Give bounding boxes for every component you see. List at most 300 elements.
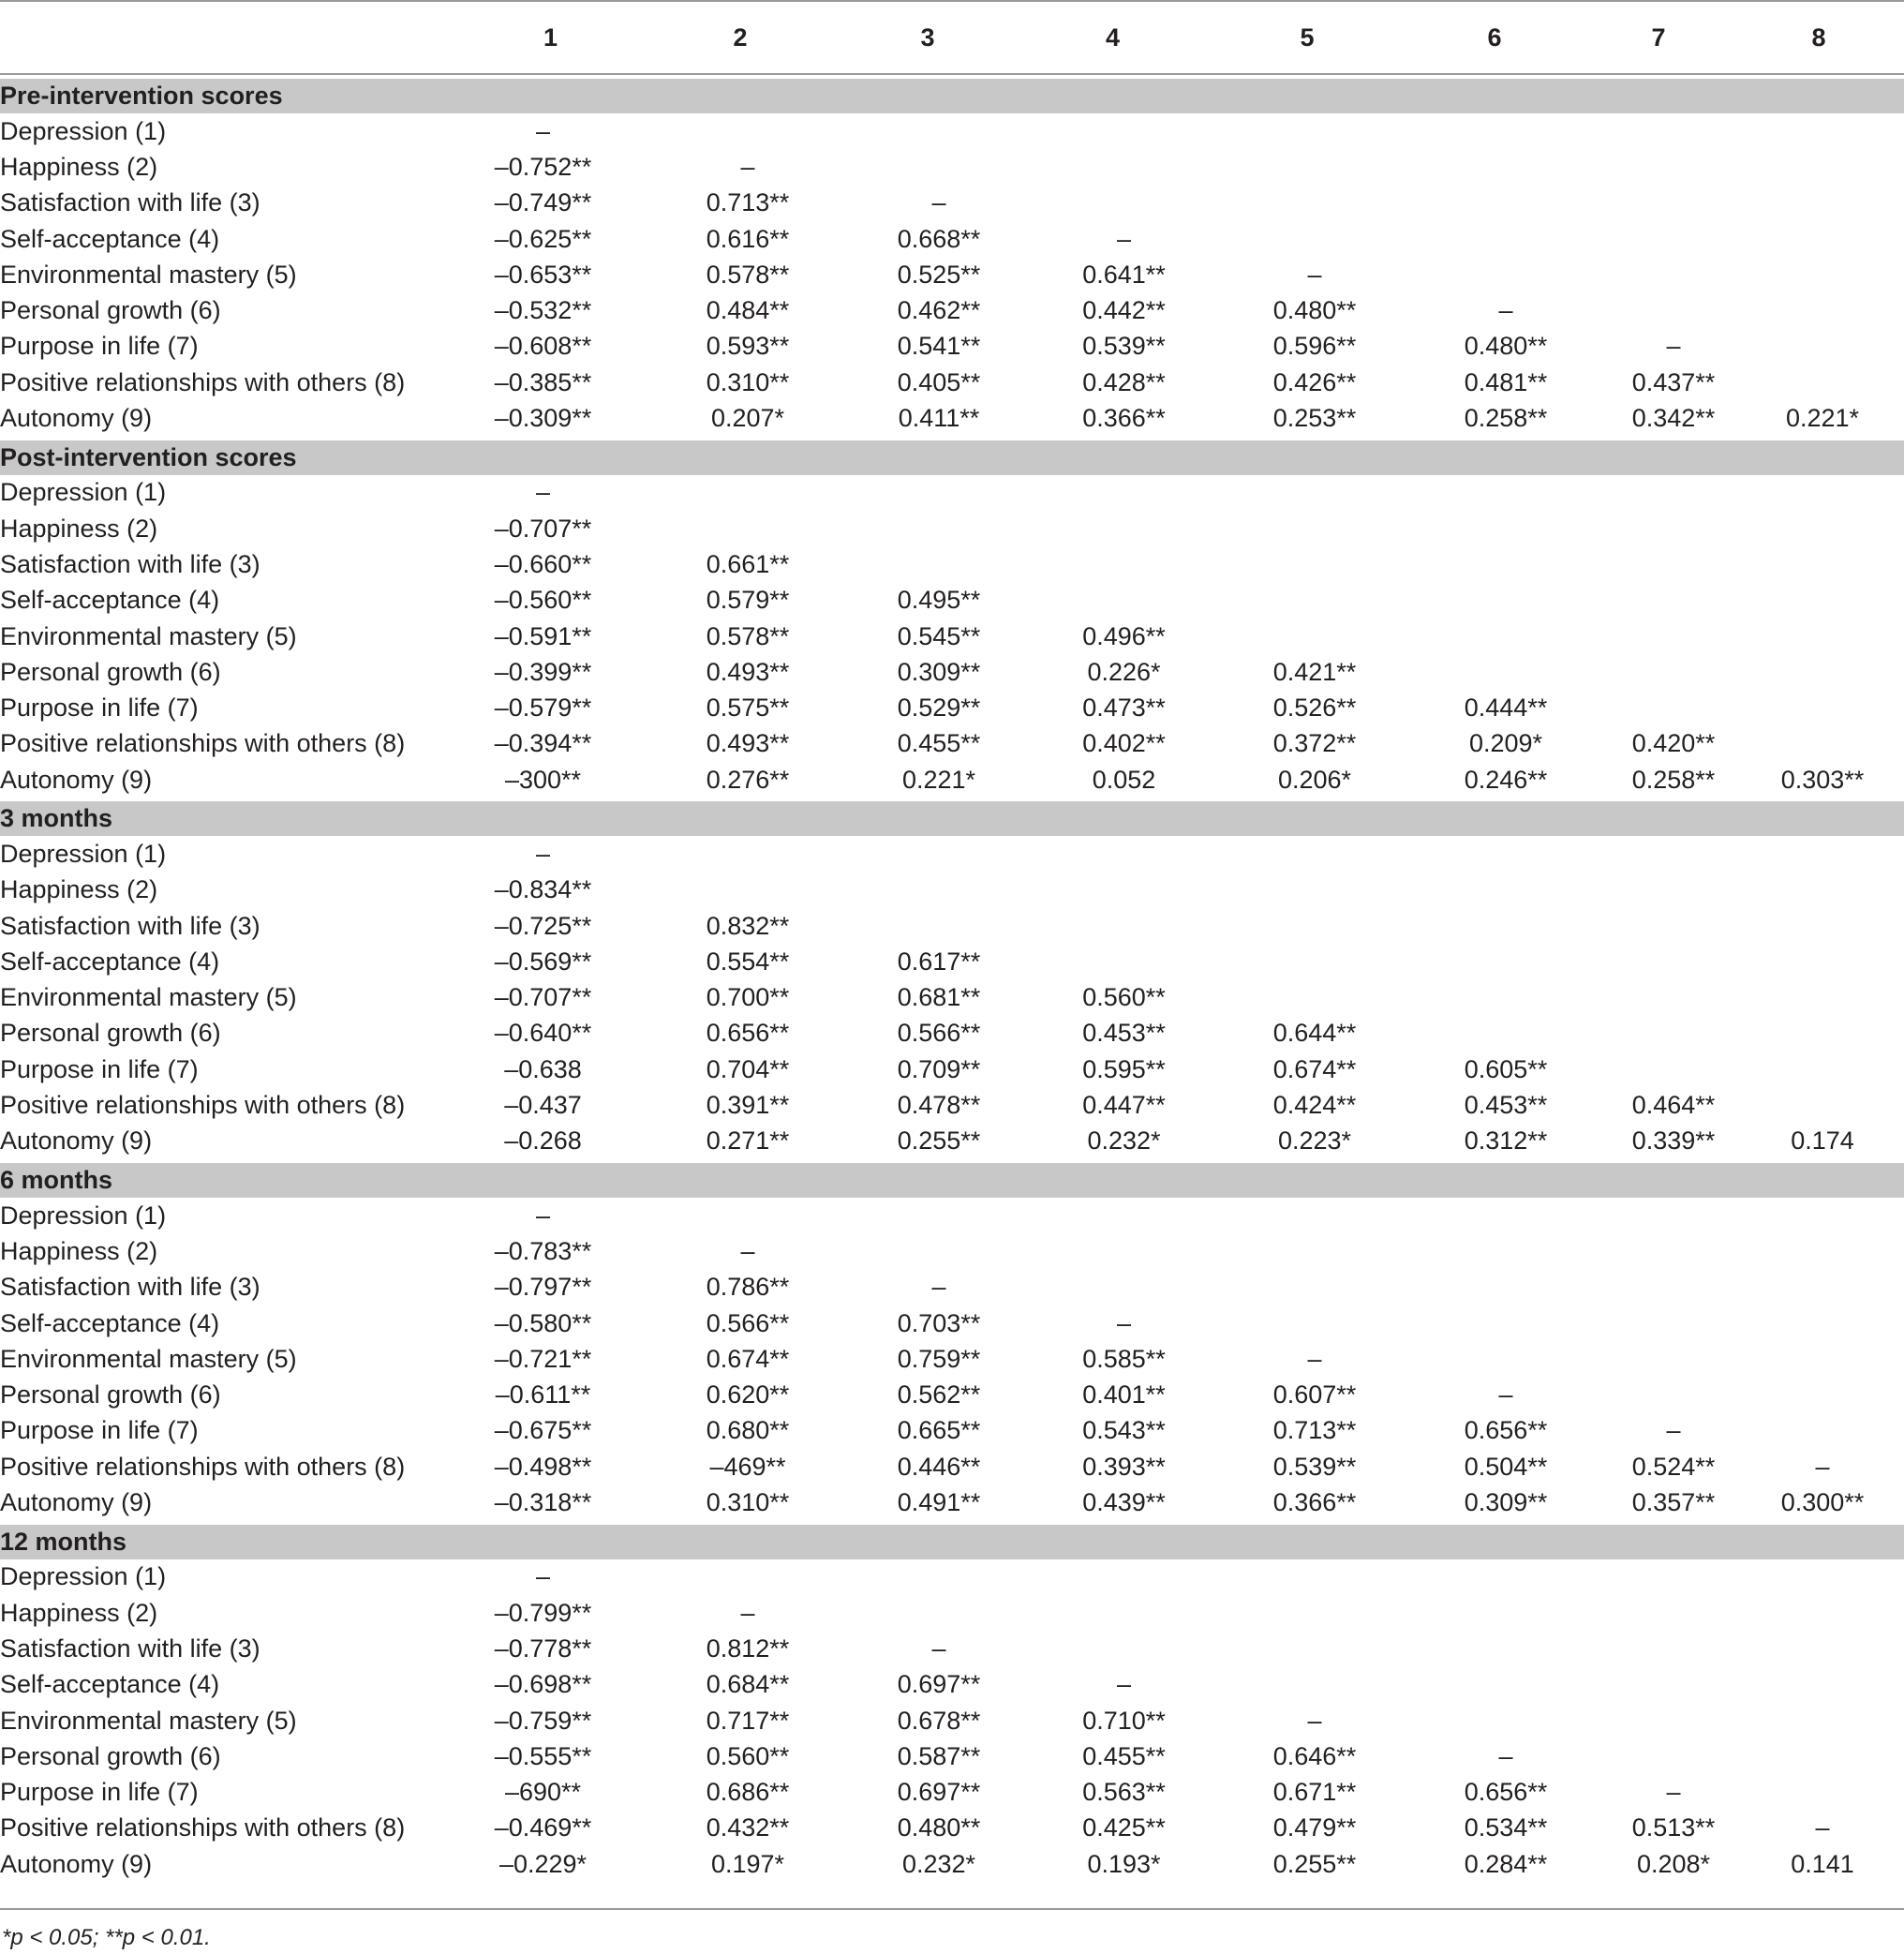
cell-value-col-6	[1417, 654, 1595, 690]
cell-value-col-3	[850, 873, 1028, 908]
cell-value-col-1: –0.799**	[494, 1598, 592, 1627]
cell-value-col-5	[1216, 546, 1413, 582]
cell-value-col-4: 0.543**	[1082, 1416, 1166, 1445]
table-row	[0, 1233, 1904, 1269]
cell-value-col-4: 0.453**	[1082, 1019, 1166, 1048]
cell-value-col-4	[1028, 1631, 1220, 1666]
table-row	[0, 292, 1904, 328]
cell-value-col-4	[1028, 546, 1220, 582]
row-label: Depression (1)	[0, 1562, 167, 1591]
cell-value-col-2: –	[740, 152, 755, 181]
cell-value-col-8	[1737, 257, 1904, 292]
cell-value-col-7	[1599, 1305, 1748, 1341]
cell-value-col-7	[1599, 511, 1748, 546]
cell-value-col-6: 0.534**	[1464, 1813, 1548, 1842]
cell-value-col-3: 0.587**	[897, 1741, 981, 1770]
cell-value-col-1: –0.385**	[494, 367, 592, 396]
cell-value-col-4: 0.052	[1092, 765, 1156, 794]
row-label: Environmental mastery (5)	[0, 983, 297, 1012]
row-label: Satisfaction with life (3)	[0, 188, 260, 217]
cell-value-col-7	[1599, 1559, 1748, 1595]
cell-value-col-1: –300**	[504, 765, 582, 794]
section-header-row	[0, 79, 1904, 113]
cell-value-col-6	[1417, 1667, 1595, 1703]
cell-value-col-6	[1417, 980, 1595, 1016]
cell-value-col-5	[1216, 186, 1413, 221]
cell-value-col-1: –0.560**	[494, 586, 592, 615]
cell-value-col-1: –0.797**	[494, 1273, 592, 1302]
cell-value-col-5	[1216, 873, 1413, 908]
cell-value-col-3: 0.545**	[897, 621, 981, 650]
cell-value-col-2: 0.674**	[706, 1344, 790, 1373]
cell-value-col-6: 0.309**	[1464, 1488, 1548, 1517]
cell-value-col-8	[1737, 1413, 1904, 1449]
cell-value-col-7	[1599, 149, 1748, 185]
row-label: Happiness (2)	[0, 1598, 158, 1627]
column-header-7: 7	[1584, 1, 1733, 74]
cell-value-col-2: 0.207*	[710, 404, 785, 433]
section-header-row	[0, 440, 1904, 475]
cell-value-col-5: 0.607**	[1272, 1380, 1357, 1410]
row-label: Personal growth (6)	[0, 296, 221, 325]
row-label: Depression (1)	[0, 839, 167, 868]
row-label: Happiness (2)	[0, 1236, 158, 1265]
cell-value-col-1: –0.469**	[494, 1813, 592, 1842]
cell-value-col-3: 0.221*	[901, 765, 976, 794]
cell-value-col-2	[649, 113, 846, 149]
cell-value-col-1: –0.725**	[494, 911, 592, 940]
cell-value-col-3: 0.566**	[897, 1019, 981, 1048]
cell-value-col-1: –0.498**	[494, 1452, 592, 1481]
cell-value-col-2: 0.786**	[706, 1273, 790, 1302]
cell-value-col-2: –	[740, 1598, 755, 1627]
cell-value-col-6	[1417, 1270, 1595, 1305]
cell-value-col-3: 0.480**	[897, 1813, 981, 1842]
cell-value-col-3	[850, 113, 1028, 149]
cell-value-col-6: 0.258**	[1464, 404, 1548, 433]
cell-value-col-3: 0.525**	[897, 260, 981, 289]
cell-value-col-1: –0.749**	[494, 188, 592, 217]
cell-value-col-1: –0.309**	[494, 404, 592, 433]
table-row	[0, 980, 1904, 1016]
row-label: Depression (1)	[0, 1201, 167, 1230]
cell-value-col-2	[649, 511, 846, 546]
table-row	[0, 1667, 1904, 1703]
cell-value-col-8	[1737, 726, 1904, 762]
cell-value-col-8	[1737, 475, 1904, 511]
table-row	[0, 1703, 1904, 1738]
cell-value-col-5	[1216, 980, 1413, 1016]
cell-value-col-1: –0.759**	[494, 1706, 592, 1735]
cell-value-col-1: –0.707**	[494, 514, 592, 543]
cell-value-col-8	[1737, 873, 1904, 908]
row-label: Positive relationships with others (8)	[0, 367, 406, 396]
cell-value-col-3: 0.668**	[897, 224, 981, 253]
cell-value-col-8	[1737, 583, 1904, 619]
cell-value-col-3	[850, 546, 1028, 582]
cell-value-col-7	[1599, 836, 1748, 872]
cell-value-col-2: 0.310**	[706, 367, 790, 396]
cell-value-col-1: –0.591**	[494, 621, 592, 650]
cell-value-col-6: 0.481**	[1464, 367, 1548, 396]
cell-value-col-8	[1737, 1052, 1904, 1087]
cell-value-col-7	[1599, 1738, 1748, 1774]
section-header-row	[0, 801, 1904, 836]
row-label: Satisfaction with life (3)	[0, 549, 260, 578]
cell-value-col-4: 0.393**	[1082, 1452, 1166, 1481]
cell-value-col-6	[1417, 1595, 1595, 1631]
cell-value-col-6: 0.444**	[1464, 694, 1548, 723]
cell-value-col-5	[1216, 1233, 1413, 1269]
row-label: Purpose in life (7)	[0, 1778, 199, 1807]
cell-value-col-7	[1599, 1198, 1748, 1233]
table-row	[0, 726, 1904, 762]
cell-value-col-2: 0.575**	[706, 694, 790, 723]
cell-value-col-5	[1216, 1667, 1413, 1703]
cell-value-col-3: 0.255**	[897, 1126, 981, 1156]
cell-value-col-4	[1028, 1559, 1220, 1595]
cell-value-col-5	[1216, 113, 1413, 149]
column-header-5: 5	[1209, 1, 1406, 74]
cell-value-col-5	[1216, 836, 1413, 872]
cell-value-col-1: –0.625**	[494, 224, 592, 253]
cell-value-col-4: 0.560**	[1082, 983, 1166, 1012]
cell-value-col-7: 0.513**	[1631, 1813, 1716, 1842]
cell-value-col-3: 0.703**	[897, 1308, 981, 1337]
table-row	[0, 908, 1904, 944]
cell-value-col-1: –0.608**	[494, 332, 592, 361]
cell-value-col-8	[1737, 654, 1904, 690]
cell-value-col-3: 0.491**	[897, 1488, 981, 1517]
cell-value-col-8: –	[1815, 1452, 1830, 1481]
cell-value-col-3: 0.541**	[897, 332, 981, 361]
table-row	[0, 1052, 1904, 1087]
cell-value-col-4	[1028, 583, 1220, 619]
cell-value-col-6: 0.284**	[1464, 1849, 1548, 1878]
cell-value-col-5	[1216, 583, 1413, 619]
table-row	[0, 944, 1904, 979]
table-row	[0, 329, 1904, 365]
cell-value-col-8	[1737, 1378, 1904, 1413]
cell-value-col-7: 0.258**	[1631, 765, 1716, 794]
row-label: Autonomy (9)	[0, 1488, 153, 1517]
table-row	[0, 221, 1904, 257]
row-label: Personal growth (6)	[0, 657, 221, 686]
cell-value-col-6: 0.656**	[1464, 1416, 1548, 1445]
table-row	[0, 400, 1904, 436]
row-label: Autonomy (9)	[0, 765, 153, 794]
cell-value-col-1: –0.394**	[494, 729, 592, 758]
cell-value-col-6	[1417, 257, 1595, 292]
cell-value-col-5	[1216, 944, 1413, 979]
table-bottom-rule	[0, 1908, 1904, 1910]
cell-value-col-6	[1417, 836, 1595, 872]
cell-value-col-8	[1737, 186, 1904, 221]
cell-value-col-4: 0.232*	[1087, 1126, 1161, 1156]
section-header-row	[0, 1525, 1904, 1559]
row-label: Environmental mastery (5)	[0, 260, 297, 289]
cell-value-col-2: 0.554**	[706, 947, 790, 976]
table-row	[0, 583, 1904, 619]
cell-value-col-2: 0.713**	[706, 188, 790, 217]
cell-value-col-8	[1737, 365, 1904, 400]
cell-value-col-5	[1216, 221, 1413, 257]
table-row	[0, 511, 1904, 546]
cell-value-col-5: 0.426**	[1272, 367, 1357, 396]
row-label: Satisfaction with life (3)	[0, 1633, 260, 1663]
cell-value-col-2: 0.700**	[706, 983, 790, 1012]
row-label: Happiness (2)	[0, 152, 158, 181]
cell-value-col-7	[1599, 619, 1748, 654]
column-header-3: 3	[839, 1, 1017, 74]
cell-value-col-3: 0.681**	[897, 983, 981, 1012]
cell-value-col-6: –	[1498, 296, 1513, 325]
table-row	[0, 873, 1904, 908]
cell-value-col-2: 0.686**	[706, 1778, 790, 1807]
cell-value-col-5: 0.479**	[1272, 1813, 1357, 1842]
table-row	[0, 1449, 1904, 1484]
cell-value-col-7	[1599, 873, 1748, 908]
cell-value-col-3: 0.529**	[897, 694, 981, 723]
column-header-4: 4	[1017, 1, 1209, 74]
cell-value-col-1: –	[535, 116, 551, 145]
cell-value-col-6	[1417, 1016, 1595, 1052]
cell-value-col-8	[1737, 944, 1904, 979]
cell-value-col-3: 0.462**	[897, 296, 981, 325]
row-label: Positive relationships with others (8)	[0, 729, 406, 758]
row-label: Happiness (2)	[0, 875, 158, 904]
table-row	[0, 1341, 1904, 1377]
cell-value-col-8	[1737, 980, 1904, 1016]
cell-value-col-5	[1216, 619, 1413, 654]
cell-value-col-6	[1417, 583, 1595, 619]
section-header-row	[0, 1163, 1904, 1198]
cell-value-col-4	[1028, 149, 1220, 185]
cell-value-col-7	[1599, 292, 1748, 328]
cell-value-col-2: 0.579**	[706, 586, 790, 615]
cell-value-col-5: 0.713**	[1272, 1416, 1357, 1445]
cell-value-col-7	[1599, 1667, 1748, 1703]
cell-value-col-5	[1216, 1305, 1413, 1341]
row-label: Self-acceptance (4)	[0, 1670, 220, 1699]
cell-value-col-3	[850, 836, 1028, 872]
cell-value-col-2: 0.578**	[706, 621, 790, 650]
cell-value-col-8	[1737, 1774, 1904, 1810]
cell-value-col-6	[1417, 1198, 1595, 1233]
column-header-1: 1	[459, 1, 642, 74]
cell-value-col-7	[1599, 221, 1748, 257]
cell-value-col-8	[1737, 1198, 1904, 1233]
cell-value-col-4: 0.226*	[1087, 657, 1161, 686]
cell-value-col-6: 0.480**	[1464, 332, 1548, 361]
cell-value-col-8	[1737, 1667, 1904, 1703]
table-row	[0, 186, 1904, 221]
cell-value-col-2: 0.560**	[706, 1741, 790, 1770]
cell-value-col-2	[649, 873, 846, 908]
cell-value-col-4	[1028, 475, 1220, 511]
cell-value-col-3	[850, 1559, 1028, 1595]
row-label: Purpose in life (7)	[0, 332, 199, 361]
cell-value-col-7	[1599, 1341, 1748, 1377]
cell-value-col-5: 0.480**	[1272, 296, 1357, 325]
cell-value-col-1: –0.580**	[494, 1308, 592, 1337]
cell-value-col-6	[1417, 1631, 1595, 1666]
column-header-8: 8	[1733, 1, 1904, 74]
cell-value-col-3: 0.697**	[897, 1670, 981, 1699]
cell-value-col-7: 0.339**	[1631, 1126, 1716, 1156]
cell-value-col-4: 0.710**	[1082, 1706, 1166, 1735]
cell-value-col-5	[1216, 1631, 1413, 1666]
cell-value-col-6: 0.209*	[1468, 729, 1543, 758]
cell-value-col-2: –469**	[709, 1452, 786, 1481]
cell-value-col-7	[1599, 1378, 1748, 1413]
row-label: Positive relationships with others (8)	[0, 1452, 406, 1481]
cell-value-col-8: 0.174	[1791, 1126, 1854, 1156]
cell-value-col-5: 0.424**	[1272, 1091, 1357, 1120]
cell-value-col-4	[1028, 1233, 1220, 1269]
cell-value-col-1: –0.653**	[494, 260, 592, 289]
cell-value-col-3: 0.678**	[897, 1706, 981, 1735]
cell-value-col-8	[1737, 1233, 1904, 1269]
row-label: Personal growth (6)	[0, 1741, 221, 1770]
cell-value-col-6	[1417, 908, 1595, 944]
cell-value-col-8	[1737, 221, 1904, 257]
cell-value-col-3: 0.709**	[897, 1054, 981, 1083]
cell-value-col-1: –0.569**	[494, 947, 592, 976]
cell-value-col-5: 0.253**	[1272, 404, 1357, 433]
row-label: Satisfaction with life (3)	[0, 911, 260, 940]
cell-value-col-3	[850, 1198, 1028, 1233]
cell-value-col-4: 0.439**	[1082, 1488, 1166, 1517]
cell-value-col-8	[1737, 1341, 1904, 1377]
cell-value-col-6	[1417, 149, 1595, 185]
cell-value-col-2: 0.493**	[706, 657, 790, 686]
footnote: *p < 0.05; **p < 0.01.	[2, 1925, 211, 1950]
table-row	[0, 1305, 1904, 1341]
cell-value-col-2: 0.812**	[706, 1633, 790, 1663]
cell-value-col-2: 0.391**	[706, 1091, 790, 1120]
cell-value-col-1: –0.638	[504, 1054, 582, 1083]
cell-value-col-7	[1599, 1052, 1748, 1087]
cell-value-col-1: –	[535, 1562, 551, 1591]
cell-value-col-7	[1599, 583, 1748, 619]
cell-value-col-7: –	[1666, 332, 1681, 361]
cell-value-col-3	[850, 908, 1028, 944]
cell-value-col-5	[1216, 1559, 1413, 1595]
cell-value-col-2: 0.616**	[706, 224, 790, 253]
table-row	[0, 1631, 1904, 1666]
cell-value-col-7	[1599, 1016, 1748, 1052]
table-row	[0, 1559, 1904, 1595]
cell-value-col-4: –	[1116, 1670, 1132, 1699]
cell-value-col-7	[1599, 690, 1748, 725]
cell-value-col-4: 0.563**	[1082, 1778, 1166, 1807]
cell-value-col-3	[850, 1595, 1028, 1631]
cell-value-col-8	[1737, 1270, 1904, 1305]
cell-value-col-3	[850, 1233, 1028, 1269]
cell-value-col-7	[1599, 944, 1748, 979]
row-label: Personal growth (6)	[0, 1380, 221, 1410]
row-label: Self-acceptance (4)	[0, 224, 220, 253]
cell-value-col-2	[649, 1559, 846, 1595]
cell-value-col-4: 0.496**	[1082, 621, 1166, 650]
cell-value-col-2	[649, 475, 846, 511]
cell-value-col-5: –	[1307, 260, 1322, 289]
cell-value-col-5: –	[1307, 1344, 1322, 1373]
cell-value-col-2: 0.704**	[706, 1054, 790, 1083]
row-label: Positive relationships with others (8)	[0, 1813, 406, 1842]
cell-value-col-4: 0.539**	[1082, 332, 1166, 361]
cell-value-col-1: –0.778**	[494, 1633, 592, 1663]
cell-value-col-4	[1028, 511, 1220, 546]
cell-value-col-2: –	[740, 1236, 755, 1265]
cell-value-col-4: 0.442**	[1082, 296, 1166, 325]
cell-value-col-2: 0.593**	[706, 332, 790, 361]
cell-value-col-5: 0.372**	[1272, 729, 1357, 758]
row-label: Positive relationships with others (8)	[0, 1091, 406, 1120]
cell-value-col-2: 0.432**	[706, 1813, 790, 1842]
cell-value-col-2: 0.310**	[706, 1488, 790, 1517]
table-row	[0, 1378, 1904, 1413]
table-row	[0, 1595, 1904, 1631]
cell-value-col-4: 0.428**	[1082, 367, 1166, 396]
section-title: Pre-intervention scores	[0, 79, 1904, 113]
cell-value-col-2	[649, 836, 846, 872]
cell-value-col-1: –0.783**	[494, 1236, 592, 1265]
cell-value-col-2: 0.276**	[706, 765, 790, 794]
cell-value-col-8	[1737, 1087, 1904, 1123]
cell-value-col-1: –0.579**	[494, 694, 592, 723]
cell-value-col-6: 0.605**	[1464, 1054, 1548, 1083]
cell-value-col-3: 0.617**	[897, 947, 981, 976]
cell-value-col-1: –0.318**	[494, 1488, 592, 1517]
cell-value-col-2	[649, 1198, 846, 1233]
cell-value-col-3	[850, 149, 1028, 185]
cell-value-col-8: 0.303**	[1780, 765, 1865, 794]
cell-value-col-5	[1216, 1270, 1413, 1305]
cell-value-col-1: –0.834**	[494, 875, 592, 904]
cell-value-col-4: –	[1116, 224, 1132, 253]
cell-value-col-7	[1599, 654, 1748, 690]
cell-value-col-7: 0.437**	[1631, 367, 1716, 396]
cell-value-col-1: –0.399**	[494, 657, 592, 686]
cell-value-col-1: –0.611**	[495, 1380, 591, 1410]
cell-value-col-2: 0.832**	[706, 911, 790, 940]
cell-value-col-6	[1417, 221, 1595, 257]
cell-value-col-1: –690**	[504, 1778, 582, 1807]
cell-value-col-4: 0.402**	[1082, 729, 1166, 758]
cell-value-col-4: –	[1116, 1308, 1132, 1337]
cell-value-col-7	[1599, 186, 1748, 221]
cell-value-col-1: –0.660**	[494, 549, 592, 578]
cell-value-col-4	[1028, 873, 1220, 908]
cell-value-col-2: 0.197*	[710, 1849, 785, 1878]
header-row	[0, 1, 1904, 74]
cell-value-col-4	[1028, 908, 1220, 944]
cell-value-col-4: 0.193*	[1087, 1849, 1161, 1878]
cell-value-col-1: –0.698**	[494, 1670, 592, 1699]
cell-value-col-5: 0.596**	[1272, 332, 1357, 361]
table-row	[0, 1016, 1904, 1052]
cell-value-col-8	[1737, 149, 1904, 185]
cell-value-col-4	[1028, 944, 1220, 979]
cell-value-col-8	[1737, 546, 1904, 582]
cell-value-col-7	[1599, 1233, 1748, 1269]
table-row	[0, 1087, 1904, 1123]
cell-value-col-6	[1417, 1341, 1595, 1377]
cell-value-col-3	[850, 511, 1028, 546]
row-label: Self-acceptance (4)	[0, 947, 220, 976]
